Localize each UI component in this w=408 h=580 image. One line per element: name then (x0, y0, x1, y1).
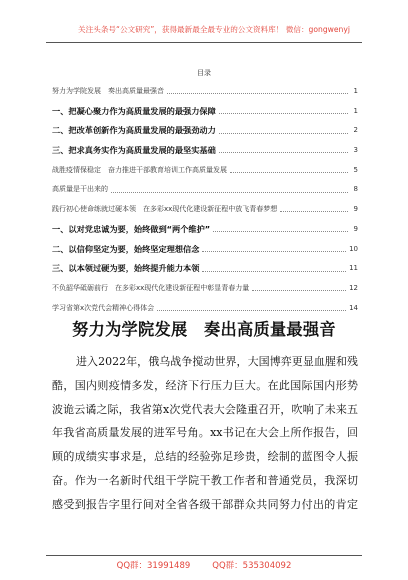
toc-entry-title: 一、以对党忠诚为要，始终做到“两个维护” (52, 223, 211, 234)
toc-entry[interactable] (52, 279, 358, 299)
toc-dot-leader (157, 310, 346, 311)
body-line: 奋。作为一名新时代组干学院干教工作者和普通党员，我深切 (52, 473, 358, 487)
footer-divider (46, 555, 362, 556)
toc-entry-title: 不负韶华砥砺前行 在多彩xx现代化建设新征程中彰显青春力量 (52, 283, 250, 292)
toc-entry-title: 三、把求真务实作为高质量发展的最坚实基础 (52, 145, 216, 156)
toc-entry-title: 学习省第x次党代会精神心得体会 (52, 303, 155, 312)
toc-entry-title: 二、把改革创新作为高质量发展的最强劲动力 (52, 125, 216, 136)
article-body (52, 350, 358, 517)
toc-entry[interactable] (52, 240, 358, 260)
body-line: 波诡云谲之际，我省第x次党代表大会隆重召开，吹响了未来五 (52, 402, 358, 416)
footer-qq-group-1: QQ群：31991489 (116, 561, 191, 571)
body-line: 进入2022年，俄乌战争搅动世界，大国博弈更显血腥和残 (76, 355, 358, 368)
toc-entry[interactable] (52, 259, 358, 279)
toc-dot-leader (219, 152, 348, 153)
header-notice: 关注头条号“公文研究”，获得最新最全最专业的公文资料库！ 微信：gongwenyj (78, 25, 350, 34)
toc-dot-leader (252, 290, 346, 291)
toc-dot-leader (213, 231, 348, 232)
toc-dot-leader (219, 113, 348, 114)
body-line: 感受到报告字里行间对全省各级干部群众共同努力付出的肯定 (52, 497, 358, 511)
toc-entry[interactable] (52, 200, 358, 220)
toc-entry[interactable] (52, 161, 358, 181)
toc-entry[interactable] (52, 141, 358, 161)
toc-entry[interactable] (52, 180, 358, 200)
article-title: 努力为学院发展 奏出高质量最强音 (72, 320, 336, 339)
toc-page-number: 9 (353, 224, 358, 233)
toc-dot-leader (219, 133, 348, 134)
toc-page-number: 10 (349, 244, 358, 253)
toc-entry[interactable] (52, 220, 358, 240)
toc-page-number: 2 (353, 126, 358, 135)
toc-entry-title: 努力为学院发展 奏出高质量最强音 (52, 87, 164, 95)
header-divider (46, 42, 362, 43)
toc-entry-title: 一、把凝心聚力作为高质量发展的最强力保障 (52, 105, 216, 116)
toc-page-number: 11 (349, 264, 358, 273)
toc-page-number: 12 (349, 283, 358, 292)
toc-entry[interactable] (52, 102, 358, 122)
body-line: 年我省高质量发展的进军号角。xx书记在大会上所作报告，回 (52, 426, 358, 440)
toc-page-number: 1 (353, 87, 358, 95)
body-line: 酷，国内则疫情多发，经济下行压力巨大。在此国际国内形势 (52, 378, 358, 392)
toc-entry-title: 二、以信仰坚定为要，始终坚定理想信念 (52, 243, 200, 254)
toc-dot-leader (202, 271, 346, 272)
toc-page-number: 8 (353, 185, 358, 194)
toc-page-number: 3 (353, 146, 358, 155)
toc-dot-leader (230, 172, 348, 173)
toc-dot-leader (111, 192, 348, 193)
body-line: 顾的成绩实事求是，总结的经验弥足珍贵，绘制的蓝图令人振 (52, 450, 358, 464)
page-footer (0, 561, 408, 572)
toc-entry[interactable] (52, 82, 358, 102)
toc-entry-title: 战胜疫情保稳定 奋力推进干部教育培训工作高质量发展 (52, 165, 227, 174)
toc-entry[interactable] (52, 299, 358, 319)
toc-page-number: 5 (353, 165, 358, 174)
table-of-contents (52, 82, 358, 318)
toc-page-number: 9 (353, 205, 358, 214)
toc-entry[interactable] (52, 121, 358, 141)
footer-qq-group-2: QQ群：535304092 (212, 561, 292, 571)
toc-dot-leader (167, 93, 348, 94)
toc-dot-leader (202, 251, 346, 252)
toc-title: 目录 (197, 69, 211, 77)
toc-page-number: 1 (353, 106, 358, 115)
toc-page-number: 14 (349, 303, 358, 312)
toc-dot-leader (280, 211, 348, 212)
toc-entry-title: 高质量是干出来的 (52, 185, 108, 194)
toc-entry-title: 三、以本领过硬为要，始终提升能力本领 (52, 263, 200, 274)
toc-entry-title: 践行初心使命练就过硬本领 在多彩xx现代化建设新征程中放飞青春梦想 (52, 205, 278, 214)
